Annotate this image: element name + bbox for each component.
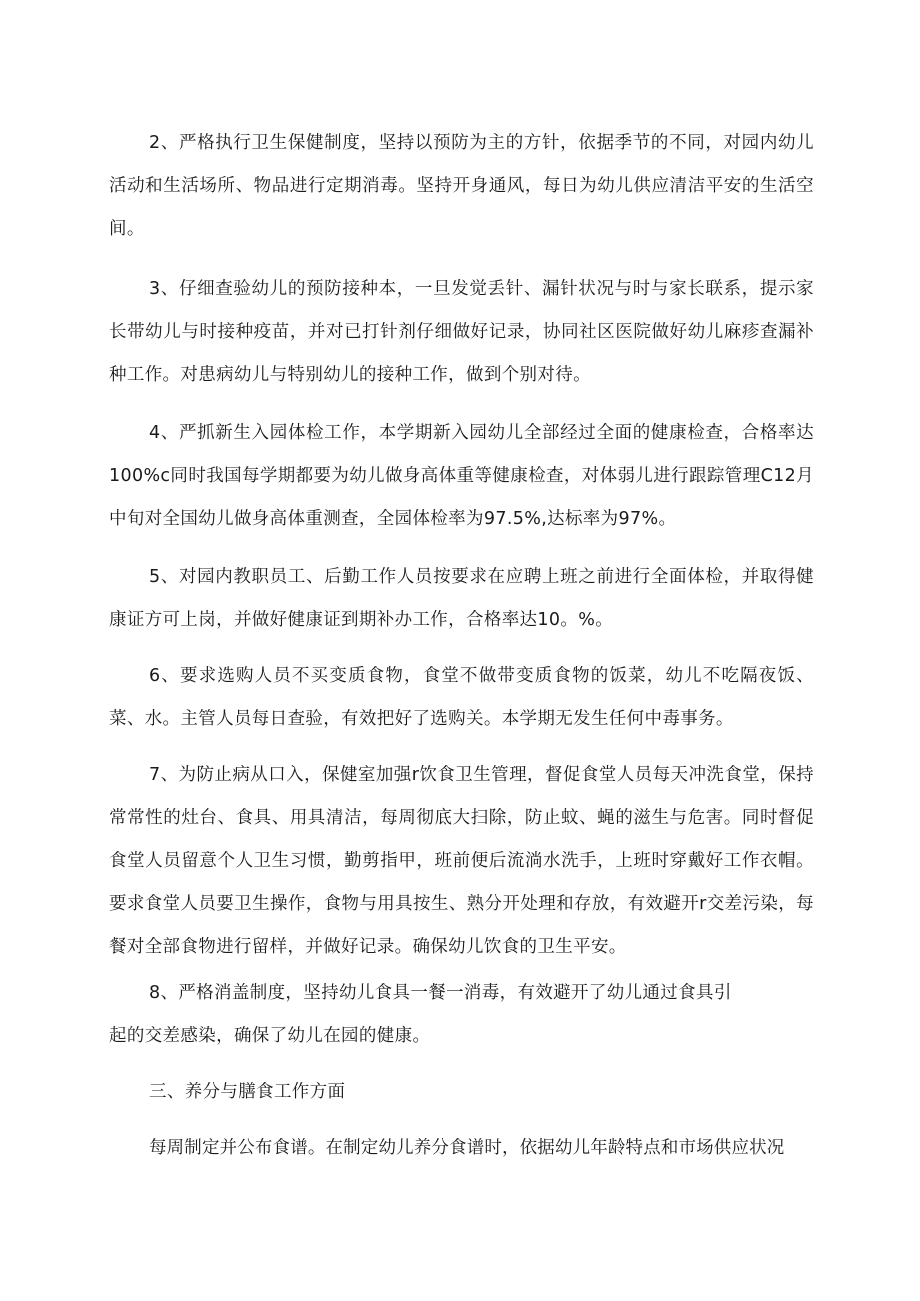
paragraph-5: 5、对园内教职员工、后勤工作人员按要求在应聘上班之前进行全面体检，并取得健康证方可上岗，并做好健康证到期补办工作，合格率达10。%。 (109, 567, 814, 630)
section-3-heading: 三、养分与膳食工作方面 (149, 1082, 346, 1102)
paragraph-menu: 每周制定并公布食谱。在制定幼儿养分食谱时，依据幼儿年龄特点和市场供应状况 (149, 1138, 785, 1158)
paragraph-3: 3、仔细查验幼儿的预防接种本，一旦发觉丢针、漏针状况与时与家长联系，提示家长带幼儿与时接种疫苗，并对已打针剂仔细做好记录，协同社区医院做好幼儿麻疹查漏补种工作。对患病幼儿与特别幼儿的接种工作，做到个别对待。 (109, 279, 814, 385)
paragraph-7: 7、为防止病从口入，保健室加强r饮食卫生管理，督促食堂人员每天冲洗食堂，保持常常性的灶台、食具、用具清洁，每周彻底大扫除，防止蚊、蝇的滋生与危害。同时督促食堂人员留意个人卫生习惯，勤剪指甲，班前便后流淌水洗手，上班时穿戴好工作衣帽。要求食堂人员要卫生操作，食物与用具按生、熟分开处理和存放，有效避开r交差污染，每餐对全部食物进行留样，并做好记录。确保幼儿饮食的卫生平安。 (109, 765, 814, 957)
paragraph-8-line-2: 起的交差感染，确保了幼儿在园的健康。 (109, 1026, 431, 1046)
paragraph-2: 2、严格执行卫生保健制度，坚持以预防为主的方针，依据季节的不同，对园内幼儿活动和生活场所、物品进行定期消毒。坚持开身通风，每日为幼儿供应清洁平安的生活空间。 (109, 133, 814, 239)
paragraph-4: 4、严抓新生入园体检工作，本学期新入园幼儿全部经过全面的健康检查，合格率达100%c同时我国每学期都要为幼儿做身高体重等健康检查，对体弱儿进行跟踪管理C12月中旬对全国幼儿做身高体重测查，全园体检率为97.5%,达标率为97%。 (109, 423, 814, 529)
paragraph-8-line-1: 8、严格消盖制度，坚持幼儿食具一餐一消毒，有效避开了幼儿通过食具引 (149, 983, 732, 1003)
paragraph-6: 6、要求选购人员不买变质食物，食堂不做带变质食物的饭菜，幼儿不吃隔夜饭、菜、水。主管人员每日查验，有效把好了选购关。本学期无发生任何中毒事务。 (109, 666, 814, 729)
